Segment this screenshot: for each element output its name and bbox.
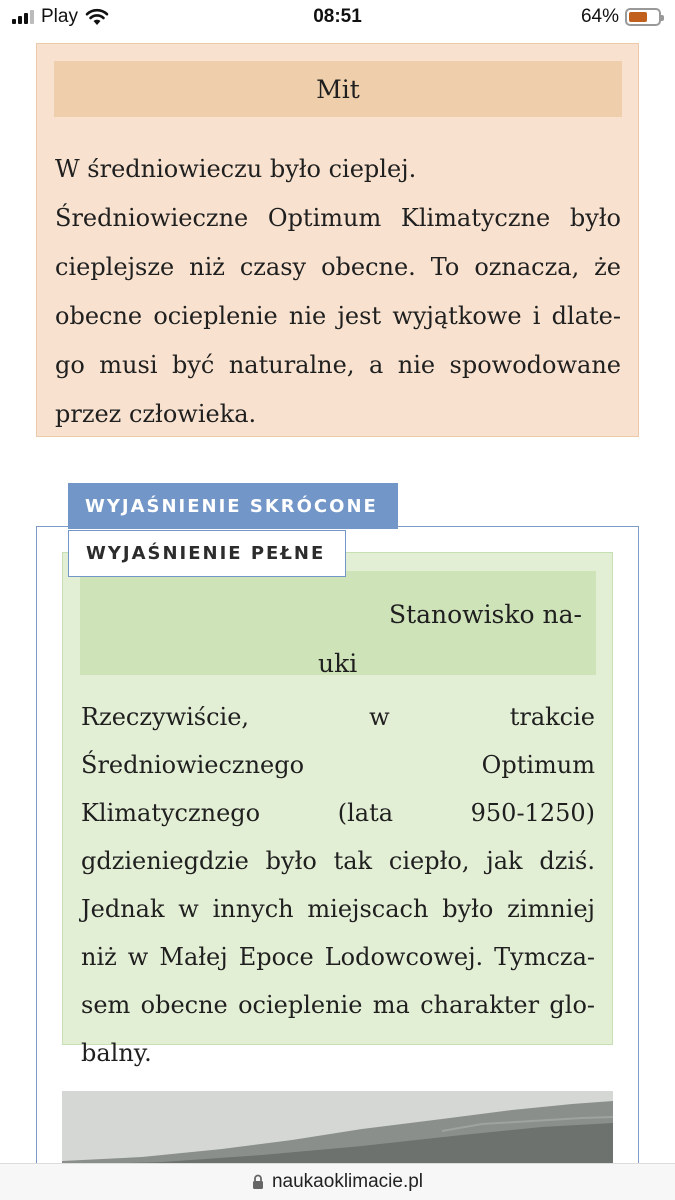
url-bar[interactable] [0,1163,675,1200]
science-text: Rzeczywiście, w trakcie Średniowiecznego Optimum Klimatycznego (lata 950-1250) gdzieniegdzie było tak ciepło, jak dziś. Jednak w innych miejscach było zimniej niż w Małej Epoce Lodowcowej. Tymcza-sem obecne ocieplenie ma charakter glo-balny. [81,703,595,1067]
photo-image [62,1091,613,1171]
status-bar [0,0,675,34]
url-domain: naukaoklimacie.pl [271,1171,424,1192]
myth-box [36,43,639,437]
myth-line-1: W średniowieczu było cieplej. [55,155,417,183]
battery-icon [625,8,661,26]
climate-photo [62,1091,613,1171]
myth-text [55,145,621,439]
clock: 08:51 [313,6,362,27]
battery-fill [629,12,647,22]
science-box [62,552,613,1067]
status-right [581,6,661,28]
myth-line-2: Średniowieczne Optimum Klimatyczne było cieplejsze niż czasy obecne. To oznacza, że obecne ocieplenie nie jest wyjątkowe i dlate-go musi być naturalne, a nie spowodowane przez człowieka. [55,204,621,428]
science-title-line-1: Stanowisko na- [388,600,582,629]
lock-icon [252,1174,264,1190]
tab-short-explanation[interactable]: WYJAŚNIENIE SKRÓCONE [68,483,398,529]
science-title [80,571,596,678]
myth-title: Mit [54,61,622,117]
carrier-name: Play [41,6,78,27]
tab-full-explanation[interactable]: WYJAŚNIENIE PEŁNE [68,530,346,577]
science-title-line-2: uki [318,649,358,678]
battery-percent: 64% [580,6,619,27]
